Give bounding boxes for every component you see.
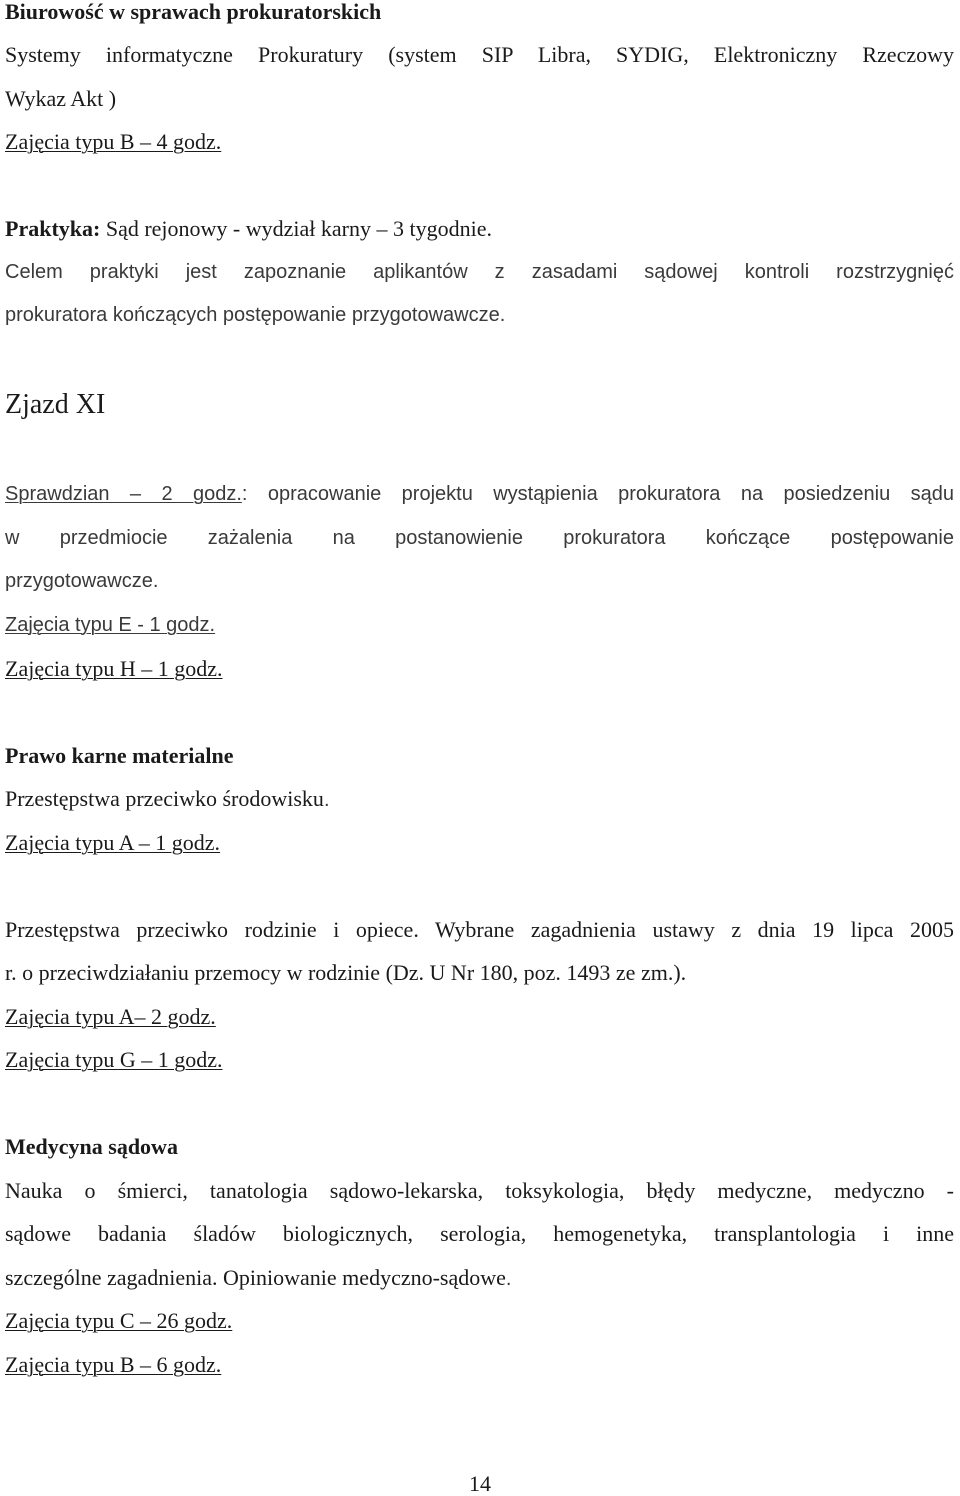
class-hours-label: Zajęcia typu A– 2 godz. xyxy=(5,1004,216,1029)
class-hours-label: Zajęcia typu B – 4 godz. xyxy=(5,129,222,154)
class-hours xyxy=(5,1049,954,1071)
topic-end: . xyxy=(323,789,330,811)
praktyka-line xyxy=(5,218,954,240)
paragraph-line: przygotowawcze. xyxy=(5,570,159,592)
section-title: Biurowość w sprawach prokuratorskich xyxy=(5,0,382,24)
class-hours-label: Zajęcia typu G – 1 godz. xyxy=(5,1047,223,1072)
paragraph-line: Nauka o śmierci, tanatologia sądowo-lekarska, toksykologia, błędy medyczne, medyczno - xyxy=(5,1178,954,1203)
topic-text: Przestępstwa przeciwko środowisku xyxy=(5,786,324,811)
class-hours-label: Zajęcia typu A – 1 godz. xyxy=(5,830,221,855)
paragraph-text: szczególne zagadnienia. Opiniowanie medyczno-sądowe xyxy=(5,1265,506,1290)
praktyka-label: Praktyka: xyxy=(5,216,101,241)
class-hours xyxy=(5,1354,954,1376)
paragraph-end: . xyxy=(505,1268,512,1290)
paragraph-line: w przedmiocie zażalenia na postanowienie prokuratora kończące postępowanie xyxy=(5,527,954,549)
paragraph-line: Przestępstwa przeciwko rodzinie i opiece. Wybrane zagadnienia ustawy z dnia 19 lipca 2005 xyxy=(5,917,954,942)
zjazd-heading: Zjazd XI xyxy=(5,389,106,420)
page-number: 14 xyxy=(469,1471,491,1496)
class-hours-label: Zajęcia typu B – 6 godz. xyxy=(5,1352,222,1377)
section-title: Prawo karne materialne xyxy=(5,743,234,768)
paragraph-line: prokuratora kończących postępowanie przygotowawcze. xyxy=(5,304,506,326)
sprawdzian-line xyxy=(5,484,954,504)
class-hours-label: Zajęcia typu E - 1 godz. xyxy=(5,614,216,636)
praktyka-text: Sąd rejonowy - wydział karny – 3 tygodnie. xyxy=(100,216,492,241)
paragraph-line: r. o przeciwdziałaniu przemocy w rodzinie (Dz. U Nr 180, poz. 1493 ze zm.). xyxy=(5,960,687,985)
paragraph-line xyxy=(5,1267,954,1289)
paragraph-line: sądowe badania śladów biologicznych, serologia, hemogenetyka, transplantologia i inne xyxy=(5,1221,954,1246)
class-hours-label: Zajęcia typu H – 1 godz. xyxy=(5,656,223,681)
class-hours xyxy=(5,658,954,680)
paragraph-line: Celem praktyki jest zapoznanie aplikantów z zasadami sądowej kontroli rozstrzygnięć xyxy=(5,261,954,283)
paragraph-line: Wykaz Akt ) xyxy=(5,86,117,111)
section-title: Medycyna sądowa xyxy=(5,1134,178,1159)
sprawdzian-text: : opracowanie projektu wystąpienia prokuratora na posiedzeniu sądu xyxy=(241,483,955,505)
class-hours xyxy=(5,1310,954,1332)
paragraph-line: Systemy informatyczne Prokuratury (system SIP Libra, SYDIG, Elektroniczny Rzeczowy xyxy=(5,42,954,67)
class-hours xyxy=(5,615,954,635)
class-hours xyxy=(5,832,954,854)
paragraph-line xyxy=(5,788,954,810)
class-hours-label: Zajęcia typu C – 26 godz. xyxy=(5,1308,233,1333)
sprawdzian-label: Sprawdzian – 2 godz. xyxy=(5,483,242,505)
class-hours xyxy=(5,131,954,153)
class-hours xyxy=(5,1006,954,1028)
